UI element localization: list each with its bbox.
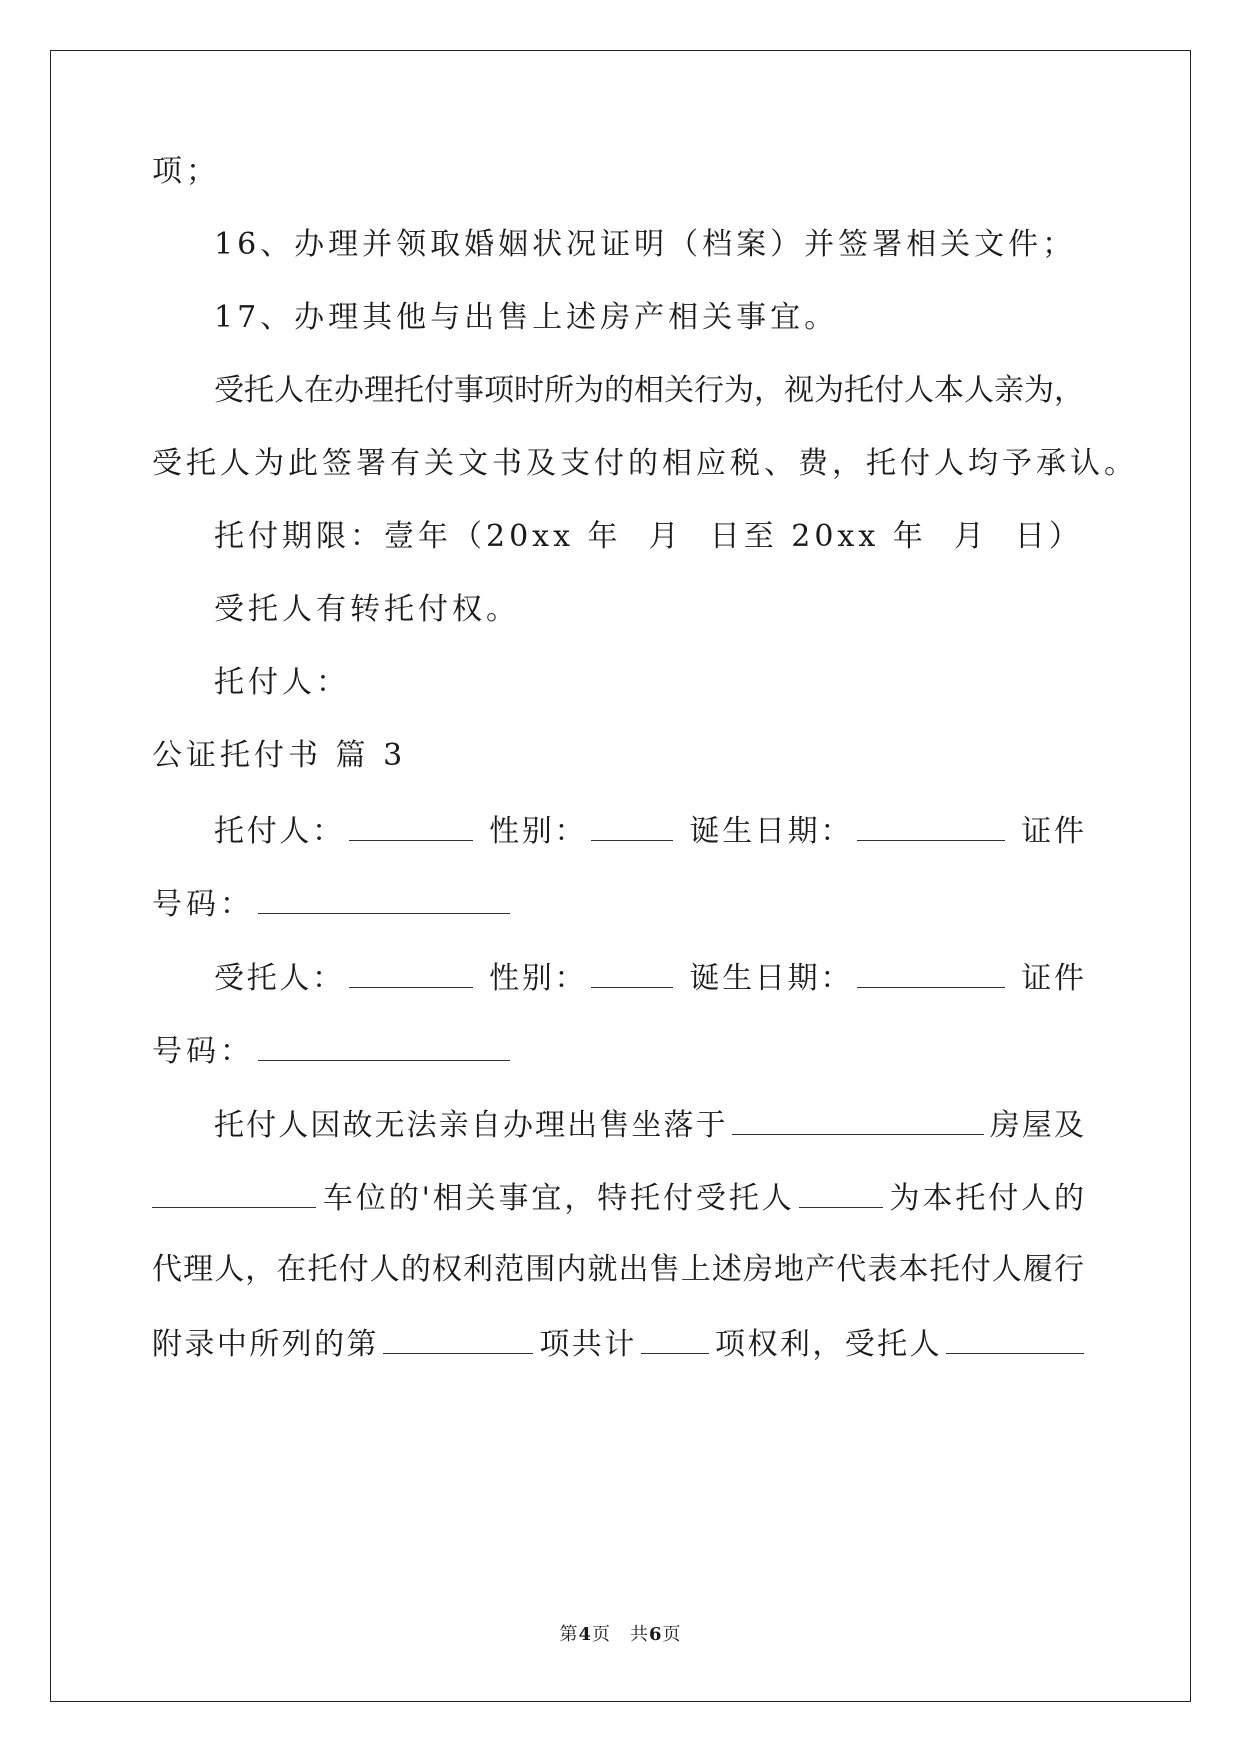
principal-row [214,810,1084,852]
gender-label: 性别： [489,814,588,849]
total-page-number: 6 [649,1624,663,1645]
body-text: 托付人因故无法亲自办理出售坐落于 [214,1108,728,1143]
agent-id-row [152,1030,514,1072]
text-line: 受托人为此签署有关文书及支付的相应税、费，托付人均予承认。 [152,446,1138,481]
id-number-blank [258,1030,510,1061]
text-line: 16、办理并领取婚姻状况证明（档案）并签署相关文件； [214,227,1077,262]
body-text: 项共计 [536,1327,637,1362]
page-footer [0,1620,1241,1646]
body-text: 项权利，受托人 [712,1327,943,1362]
principal-id-row [152,883,514,925]
principal-name-blank [349,810,473,841]
id-number-blank [258,883,510,914]
footer-mid: 页 共 [592,1624,649,1645]
body-line: 代理人，在托付人的权利范围内就出售上述房地产代表本托付人履行 [152,1252,1084,1287]
gender-label: 性别： [489,961,588,996]
text-line: 受托人有转托付权。 [214,592,520,627]
body-line [152,1177,1084,1219]
body-text: 房屋及 [987,1108,1085,1143]
current-page-number: 4 [578,1624,592,1645]
birth-blank [857,810,1005,841]
gender-blank [591,957,673,988]
text-line: 托付人： [214,665,350,700]
id-label-part2: 号码： [152,887,254,922]
birth-label: 诞生日期： [689,961,854,996]
item-number-blank [383,1323,533,1354]
agent-name-blank [349,957,473,988]
footer-prefix: 第 [559,1624,579,1645]
principal-label: 托付人： [214,814,345,849]
agent-row [214,957,1084,999]
gender-blank [591,810,673,841]
text-line: 受托人在办理托付事项时所为的相关行为，视为托付人本人亲为， [214,373,1084,408]
id-label-part1: 证件 [1021,814,1085,849]
agent-name-blank [946,1323,1084,1354]
body-text: 为本托付人的 [886,1181,1085,1216]
agent-blank [799,1177,883,1208]
text-line: 17、办理其他与出售上述房产相关事宜。 [214,300,839,335]
footer-suffix: 页 [662,1624,682,1645]
text-line: 项； [152,154,220,189]
item-count-blank [641,1323,709,1354]
body-line [152,1323,1084,1365]
birth-label: 诞生日期： [689,814,854,849]
birth-blank [857,957,1005,988]
body-text: 车位的'相关事宜，特托付受托人 [320,1181,795,1216]
body-text: 附录中所列的第 [152,1327,379,1362]
parking-blank [152,1177,316,1208]
address-blank [732,1104,984,1135]
id-label-part1: 证件 [1021,961,1085,996]
agent-label: 受托人： [214,961,345,996]
body-line [214,1104,1084,1146]
id-label-part2: 号码： [152,1034,254,1069]
section-heading: 公证托付书 篇 3 [152,738,407,773]
text-line: 托付期限：壹年（20xx 年 月 日至 20xx 年 月 日） [214,519,1083,554]
